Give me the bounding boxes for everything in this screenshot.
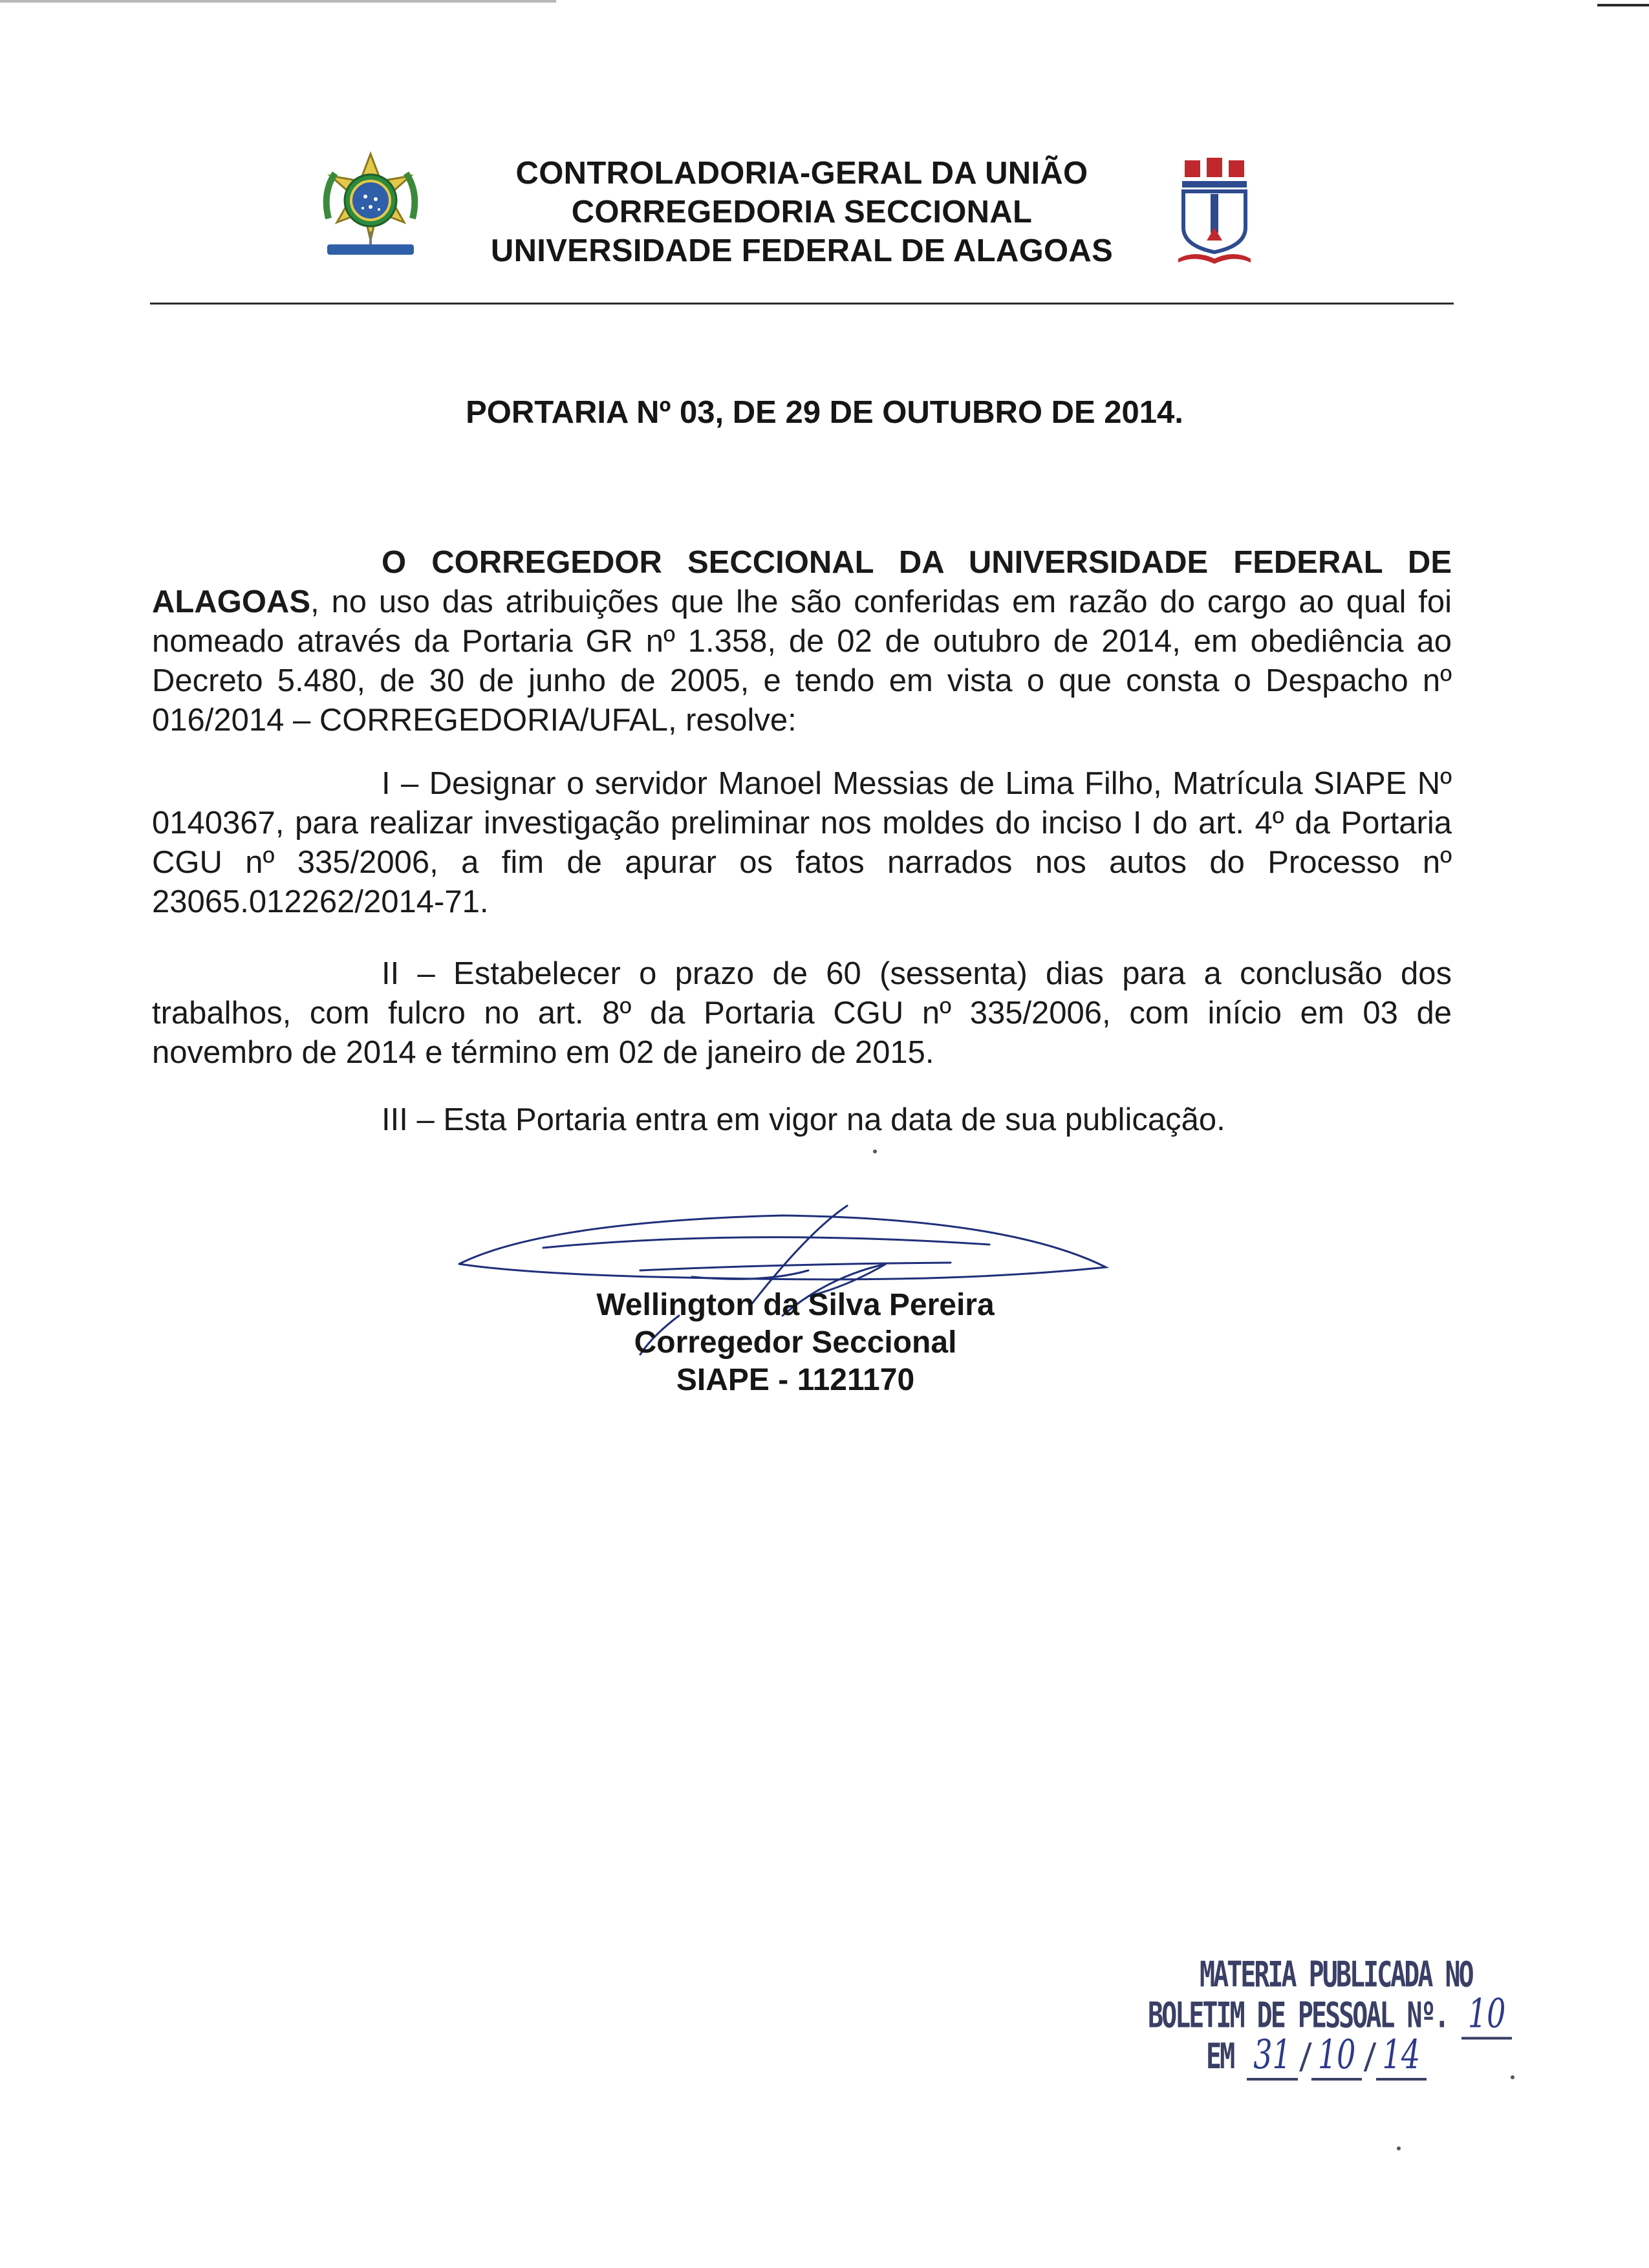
- stamp-boletim-number: 10: [1461, 1990, 1513, 2040]
- article-2-paragraph: [152, 954, 1452, 1073]
- stamp-boletim-label: BOLETIM DE PESSOAL Nº.: [1148, 1996, 1448, 2037]
- article-3-paragraph: [152, 1100, 1452, 1140]
- publication-stamp: [1148, 1956, 1523, 2076]
- intro-lead: O CORREGEDOR SECCIONAL DA UNIVERSIDADE FEDERAL DE ALAGOAS: [152, 545, 1452, 619]
- signature-block: [530, 1287, 1061, 1399]
- stamp-date-label: EM: [1206, 2037, 1234, 2077]
- article-1-paragraph: [152, 764, 1452, 922]
- signatory-role: Corregedor Seccional: [634, 1325, 957, 1360]
- brazil-coat-of-arms-icon: [316, 147, 426, 264]
- document-header: [414, 154, 1190, 270]
- scan-speck: [1397, 2146, 1401, 2150]
- header-line-university: UNIVERSIDADE FEDERAL DE ALAGOAS: [490, 233, 1114, 268]
- stamp-day: 31: [1247, 2031, 1298, 2081]
- scan-speck: [1511, 2075, 1514, 2079]
- article-2-text: II – Estabelecer o prazo de 60 (sessenta) dias para a conclusão dos trabalhos, com fulcro no art. 8º da Portaria CGU nº 335/2006, com início em 03 de novembro de 2014 e término em 02 de janeiro de 2015.: [152, 956, 1452, 1070]
- scan-speck: [873, 1150, 877, 1153]
- article-1-text: I – Designar o servidor Manoel Messias de Lima Filho, Matrícula SIAPE Nº 0140367, para realizar investigação preliminar nos moldes do inciso I do art. 4º da Portaria CGU nº 335/2006, a fim de apurar os fatos narrados nos autos do Processo nº 23065.012262/2014-71.: [152, 766, 1452, 919]
- article-3-text: III – Esta Portaria entra em vigor na data de sua publicação.: [382, 1102, 1225, 1137]
- stamp-line-3: EM 31 / 10 / 14: [1148, 2035, 1523, 2076]
- signatory-siape: SIAPE - 1121170: [676, 1363, 915, 1397]
- scan-edge: [0, 0, 556, 3]
- intro-paragraph: [152, 543, 1452, 740]
- header-line-corregedoria: CORREGEDORIA SECCIONAL: [571, 195, 1033, 230]
- portaria-title: PORTARIA Nº 03, DE 29 DE OUTUBRO DE 2014.: [466, 395, 1183, 430]
- stamp-line-1: MATERIA PUBLICADA NO: [1200, 1954, 1472, 1995]
- stamp-line-2: [1148, 1989, 1523, 2037]
- stamp-month: 10: [1311, 2031, 1363, 2081]
- intro-text: , no uso das atribuições que lhe são conferidas em razão do cargo ao qual foi nomeado através da Portaria GR nº 1.358, de 02 de outubro de 2014, em obediência ao Decreto 5.480, de 30 de junho de 2005, e tendo em vista o que consta o Despacho nº 016/2014 – CORREGEDORIA/UFAL, resolve:: [152, 584, 1452, 738]
- signatory-name: Wellington da Silva Pereira: [596, 1288, 995, 1322]
- stamp-year: 14: [1376, 2031, 1427, 2081]
- header-divider: [150, 303, 1454, 305]
- header-line-cgu: CONTROLADORIA-GERAL DA UNIÃO: [515, 156, 1088, 191]
- scan-edge: [1597, 4, 1649, 6]
